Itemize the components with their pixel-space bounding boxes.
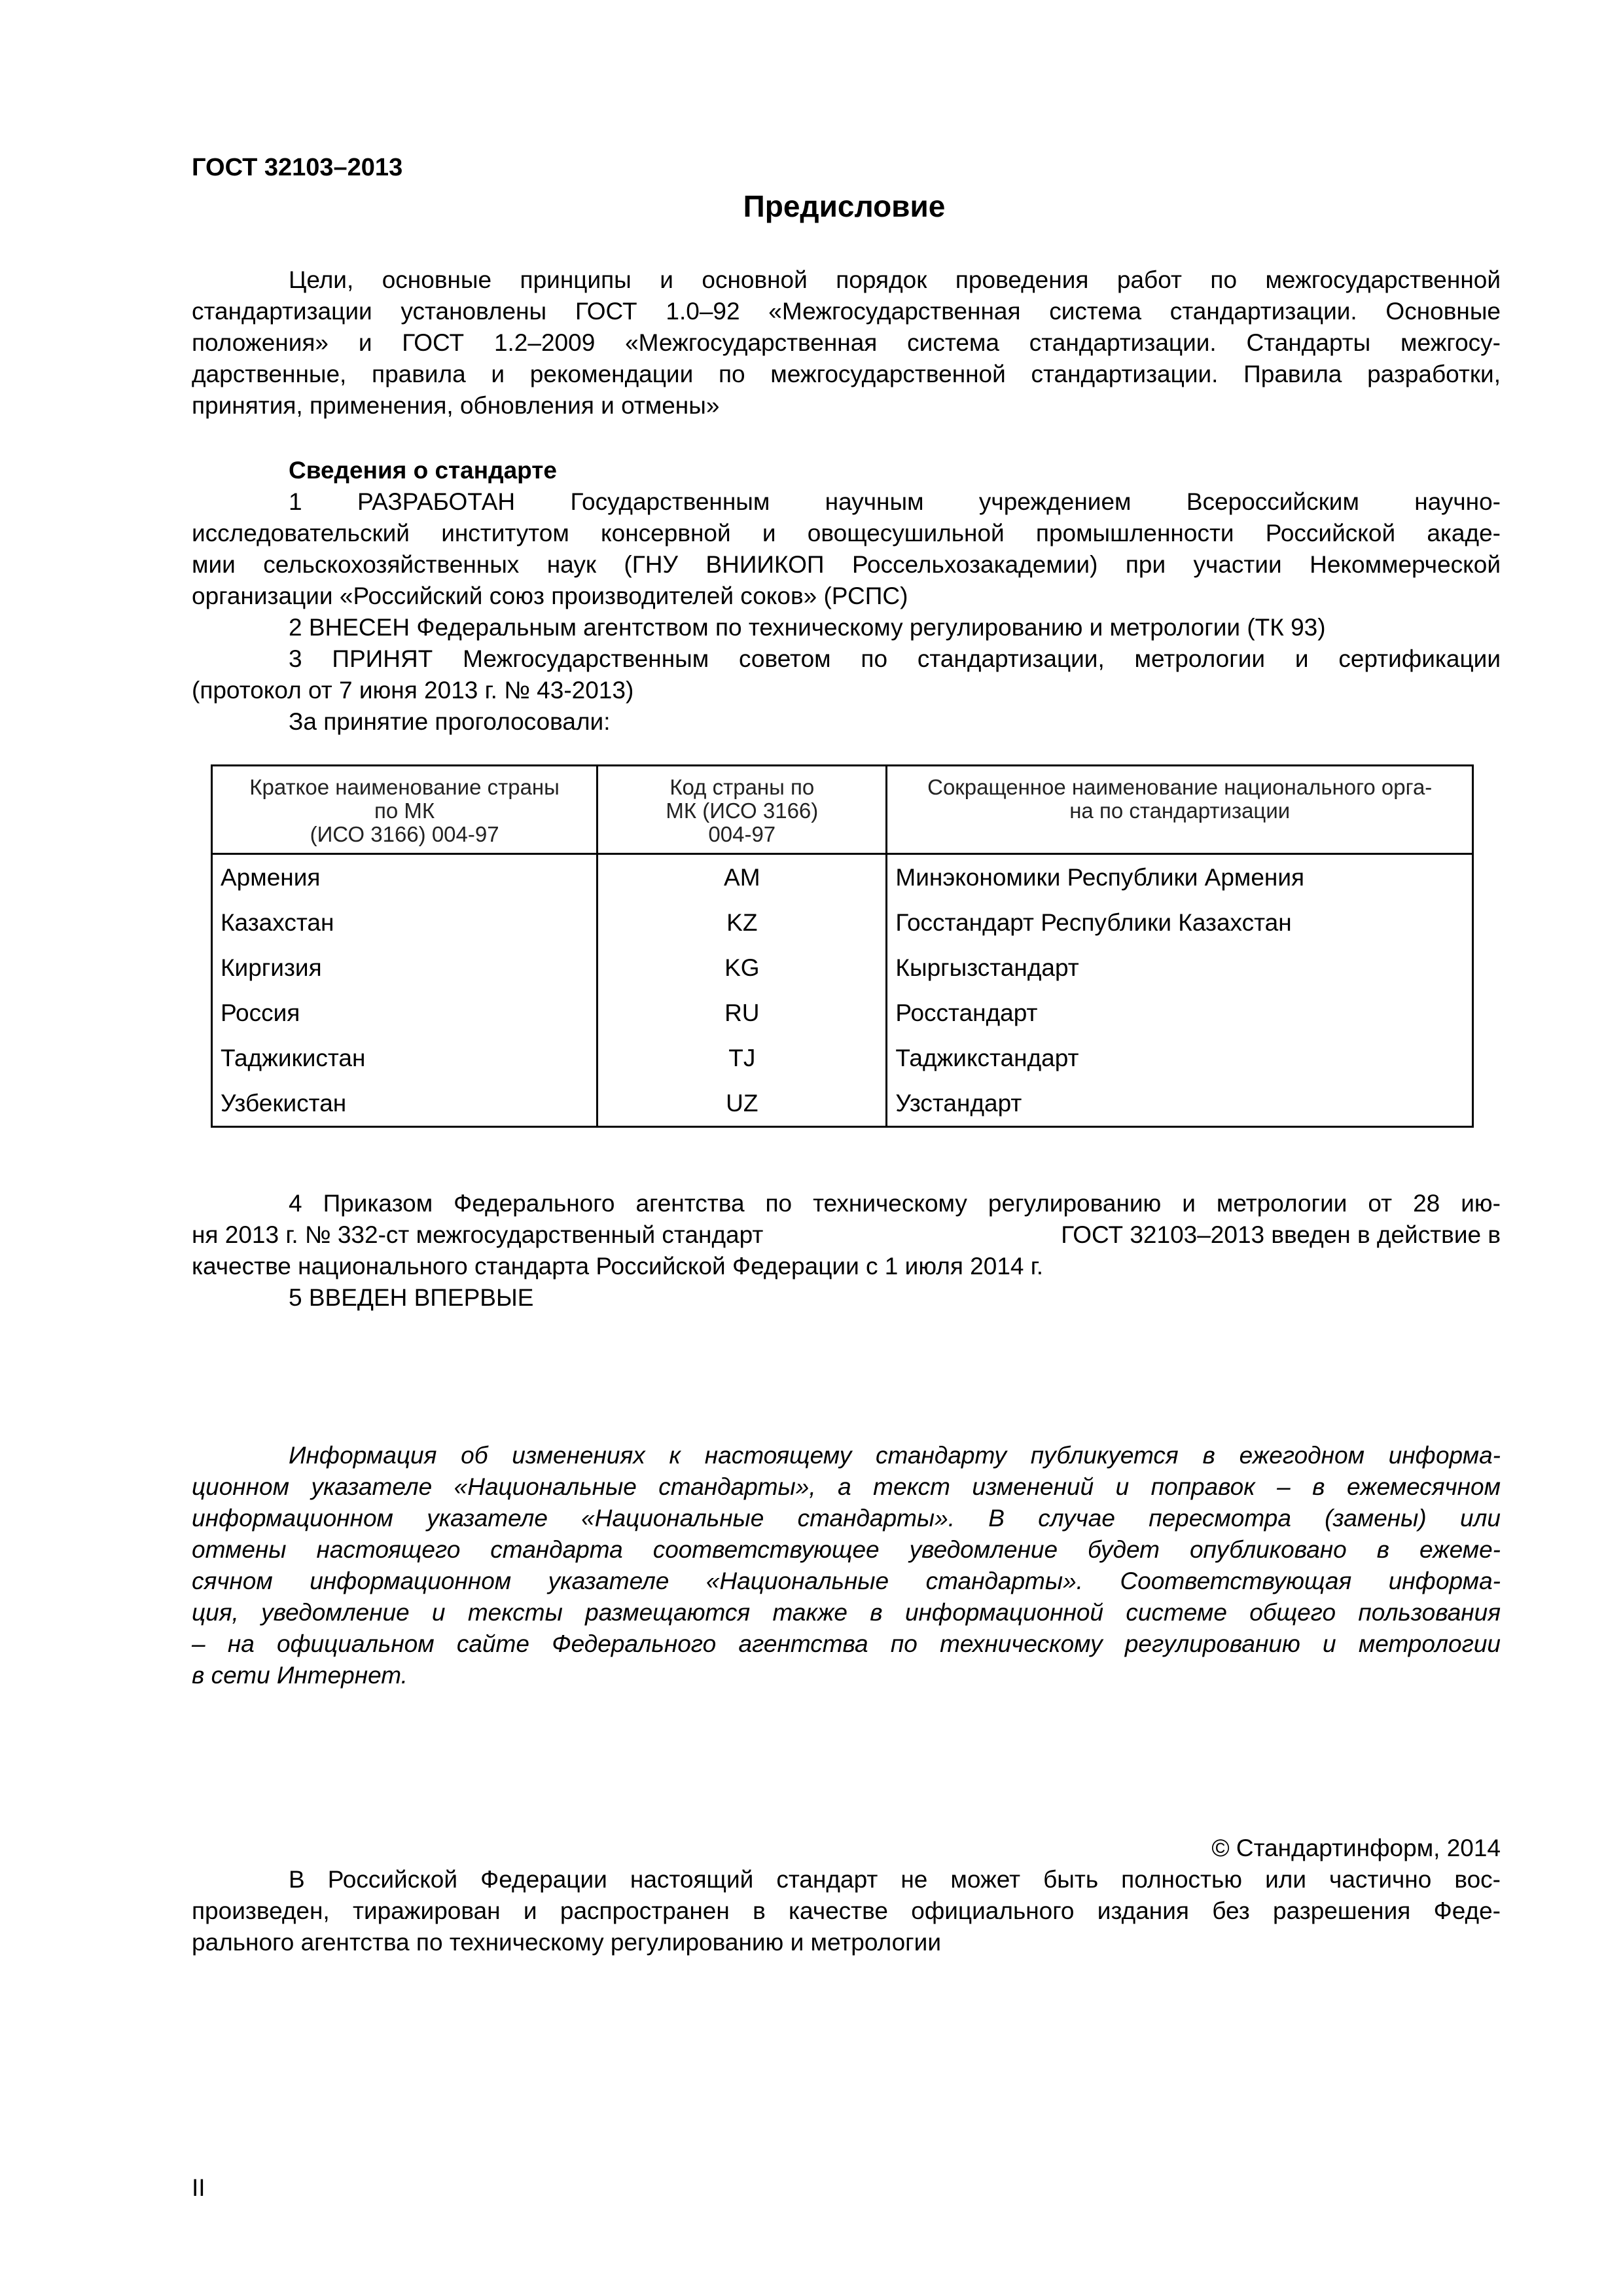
intro-line: положения» и ГОСТ 1.2–2009 «Межгосударственная система стандартизации. Стандарты межгосу- — [192, 329, 1501, 356]
column-header-country — [212, 766, 597, 854]
header-line: МК (ИСО 3166) — [666, 798, 819, 823]
code-cell: KG — [597, 945, 887, 990]
header-line: Краткое наименование страны — [249, 775, 560, 799]
rights-line: произведен, тиражирован и распространен в качестве официального издания без разрешения Феде- — [192, 1897, 1501, 1924]
header-line: 004-97 — [708, 822, 776, 846]
document-code: ГОСТ 32103–2013 — [192, 154, 403, 181]
agency-cell: Минэкономики Республики Армения — [887, 854, 1473, 901]
info-item-line: ня 2013 г. № 332-ст межгосударственный стандарт — [192, 1221, 764, 1248]
code-cell: AM — [597, 854, 887, 901]
voting-table — [211, 764, 1474, 1128]
agency-cell: Кыргызстандарт — [887, 945, 1473, 990]
notice-line: ция, уведомление и тексты размещаются также в информационной системе общего пользования — [192, 1599, 1501, 1626]
intro-line: дарственные, правила и рекомендации по межгосударственной стандартизации. Правила разработки, — [192, 361, 1501, 387]
header-line: Сокращенное наименование национального орга- — [927, 775, 1433, 799]
notice-line: ционном указателе «Национальные стандарты», а текст изменений и поправок – в ежемесячном — [192, 1473, 1501, 1500]
intro-line: стандартизации установлены ГОСТ 1.0–92 «Межгосударственная система стандартизации. Основные — [192, 298, 1501, 325]
country-cell: Киргизия — [221, 954, 322, 981]
table-header-row — [212, 766, 1473, 854]
info-item-5: 5 ВВЕДЕН ВПЕРВЫЕ — [289, 1284, 534, 1311]
country-cell: Таджикистан — [221, 1044, 366, 1071]
table-row — [212, 1035, 1473, 1081]
info-item-line: ГОСТ 32103–2013 введен в действие в — [1061, 1221, 1501, 1248]
agency-cell: Таджикстандарт — [887, 1035, 1473, 1081]
country-cell: Казахстан — [221, 908, 334, 936]
table-row — [212, 945, 1473, 990]
table-row — [212, 1081, 1473, 1127]
info-item-line: исследовательский институтом консервной и овощесушильной промышленности Российской акаде- — [192, 520, 1501, 547]
info-item-line: 1 РАЗРАБОТАН Государственным научным учреждением Всероссийским научно- — [289, 488, 1501, 515]
column-header-code — [597, 766, 887, 854]
copyright: © Стандартинформ, 2014 — [1211, 1835, 1501, 1861]
info-item-line: организации «Российский союз производителей соков» (РСПС) — [192, 583, 908, 609]
info-item-line: 3 ПРИНЯТ Межгосударственным советом по стандартизации, метрологии и сертификации — [289, 645, 1501, 672]
code-cell: UZ — [597, 1081, 887, 1127]
country-cell: Армения — [221, 863, 321, 891]
intro-line: принятия, применения, обновления и отмены» — [192, 392, 720, 419]
rights-line: рального агентства по техническому регулированию и метрологии — [192, 1929, 942, 1956]
notice-line: в сети Интернет. — [192, 1662, 408, 1689]
agency-cell: Росстандарт — [887, 990, 1473, 1035]
section-heading: Сведения о стандарте — [289, 457, 557, 484]
notice-line: сячном информационном указателе «Национальные стандарты». Соответствующая информа- — [192, 1568, 1501, 1594]
info-item-line: мии сельскохозяйственных наук (ГНУ ВНИИКОП Россельхозакадемии) при участии Некоммерческой — [192, 551, 1501, 578]
info-item-line: качестве национального стандарта Российской Федерации с 1 июля 2014 г. — [192, 1253, 1044, 1280]
page-number: II — [192, 2174, 205, 2201]
table-row — [212, 990, 1473, 1035]
notice-line: отмены настоящего стандарта соответствующее уведомление будет опубликовано в ежеме- — [192, 1536, 1501, 1563]
agency-cell: Госстандарт Республики Казахстан — [887, 900, 1473, 945]
header-line: Код страны по — [669, 775, 815, 799]
country-cell: Узбекистан — [221, 1089, 347, 1117]
notice-line: Информация об изменениях к настоящему стандарту публикуется в ежегодном информа- — [289, 1442, 1501, 1469]
code-cell: TJ — [597, 1035, 887, 1081]
table-row — [212, 854, 1473, 901]
column-header-agency — [887, 766, 1473, 854]
rights-line: В Российской Федерации настоящий стандарт не может быть полностью или частично вос- — [289, 1866, 1501, 1893]
table-row — [212, 900, 1473, 945]
header-line: по МК — [374, 798, 435, 823]
code-cell: RU — [597, 990, 887, 1035]
info-item-line: (протокол от 7 июня 2013 г. № 43-2013) — [192, 677, 634, 704]
intro-line: Цели, основные принципы и основной порядок проведения работ по межгосударственной — [289, 266, 1501, 293]
notice-line: – на официальном сайте Федерального агентства по техническому регулированию и метрологии — [192, 1630, 1501, 1657]
voted-label: За принятие проголосовали: — [289, 708, 611, 735]
page-title: Предисловие — [743, 189, 946, 223]
info-item-2: 2 ВНЕСЕН Федеральным агентством по техническому регулированию и метрологии (ТК 93) — [289, 614, 1326, 641]
notice-line: информационном указателе «Национальные стандарты». В случае пересмотра (замены) или — [192, 1505, 1501, 1532]
agency-cell: Узстандарт — [887, 1081, 1473, 1127]
code-cell: KZ — [597, 900, 887, 945]
country-cell: Россия — [221, 999, 300, 1026]
header-line: (ИСО 3166) 004-97 — [310, 822, 499, 846]
info-item-line: 4 Приказом Федерального агентства по техническому регулированию и метрологии от 28 ию- — [289, 1190, 1501, 1217]
header-line: на по стандартизации — [1069, 798, 1291, 823]
